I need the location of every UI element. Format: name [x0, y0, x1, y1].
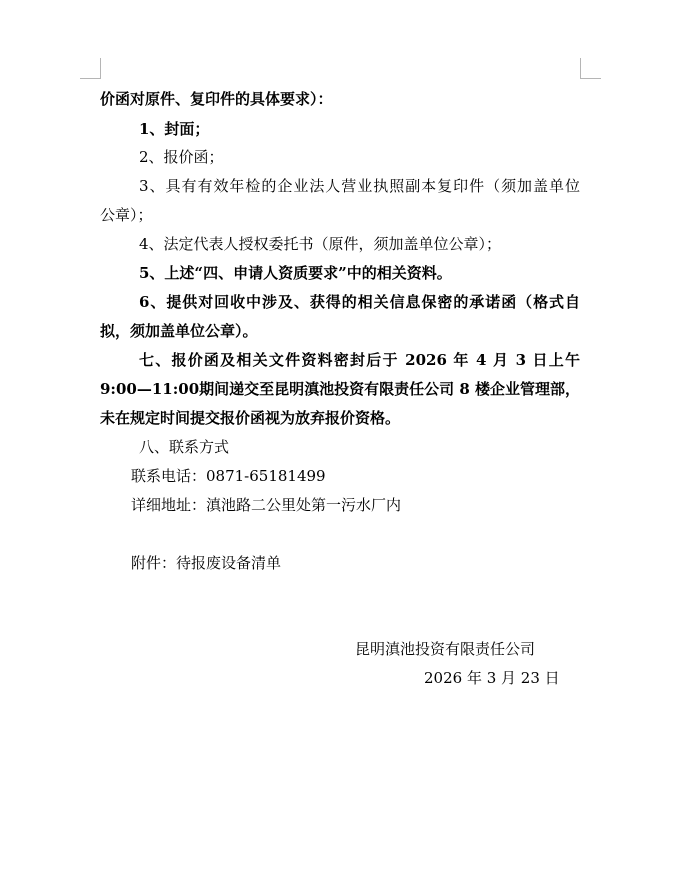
contact-phone: 联系电话：0871-65181499: [131, 467, 326, 485]
signature-date: 2026 年 3 月 23 日: [424, 669, 560, 687]
list-item-business-license-cont: 公章）；: [100, 206, 153, 224]
section-seven-line-2: 9:00—11:00期间递交至昆明滇池投资有限责任公司 8 楼企业管理部，: [100, 380, 581, 398]
signature-company: 昆明滇池投资有限责任公司: [355, 640, 536, 658]
contact-address: 详细地址：滇池路二公里处第一污水厂内: [131, 496, 402, 514]
crop-mark-top-left: [80, 58, 101, 79]
crop-mark-top-right: [580, 58, 601, 79]
list-item-authorization: 4、法定代表人授权委托书（原件，须加盖单位公章）；: [139, 235, 502, 253]
section-eight-heading: 八、联系方式: [139, 438, 230, 456]
list-item-qualification: 5、上述“四、申请人资质要求”中的相关资料。: [139, 264, 452, 282]
paragraph-line: 价函对原件、复印件的具体要求）：: [100, 90, 333, 108]
list-item-business-license: 3、具有有效年检的企业法人营业执照副本复印件（须加盖单位: [139, 177, 580, 195]
list-item-quote-letter: 2、报价函；: [139, 148, 224, 166]
attachment-note: 附件：待报废设备清单: [131, 554, 282, 572]
list-item-confidentiality: 6、提供对回收中涉及、获得的相关信息保密的承诺函（格式自: [139, 293, 580, 311]
list-item-confidentiality-cont: 拟，须加盖单位公章）。: [100, 322, 258, 340]
list-item-cover: 1、封面；: [139, 120, 210, 138]
section-seven-line-1: 七、报价函及相关文件资料密封后于 2026 年 4 月 3 日上午: [139, 351, 580, 369]
section-seven-line-3: 未在规定时间提交报价函视为放弃报价资格。: [100, 409, 401, 427]
